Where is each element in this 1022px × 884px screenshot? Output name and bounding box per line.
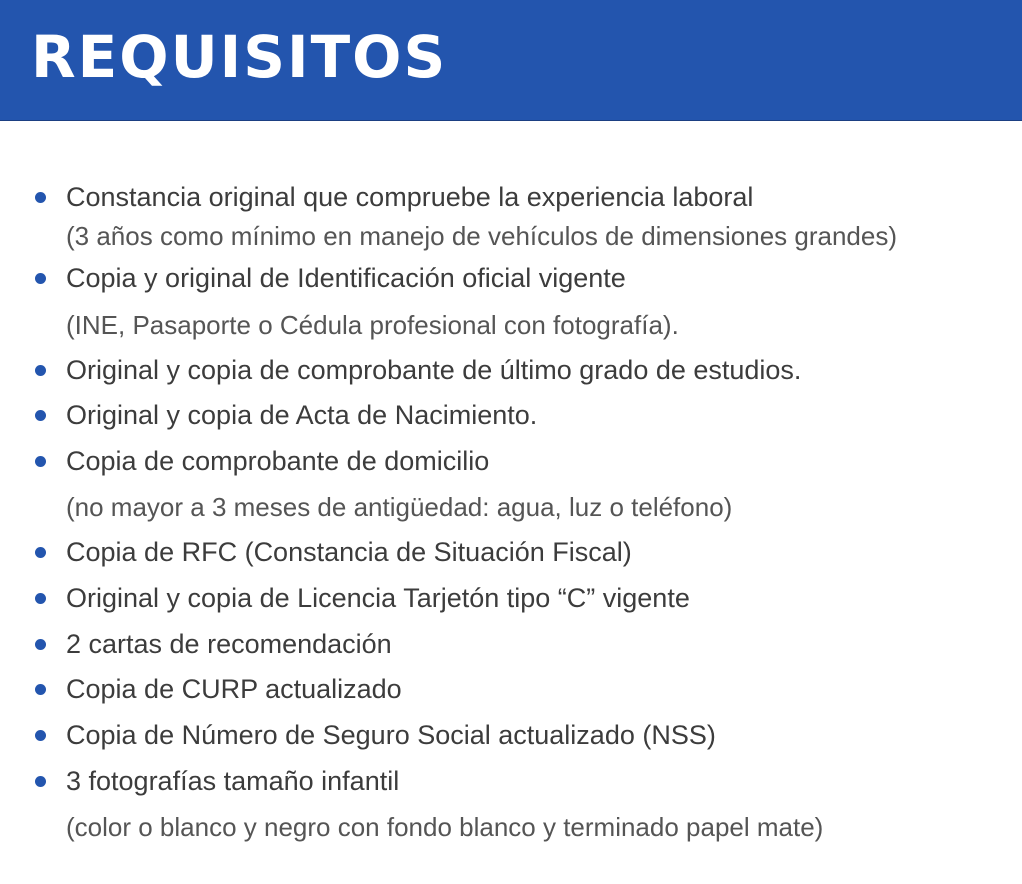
requirement-text: Original y copia de Acta de Nacimiento. bbox=[66, 400, 538, 430]
bullet-icon bbox=[35, 730, 46, 741]
requirement-text: Constancia original que compruebe la experiencia laboral bbox=[66, 182, 754, 212]
bullet-icon bbox=[35, 684, 46, 695]
requirement-note: (3 años como mínimo en manejo de vehículos de dimensiones grandes) bbox=[66, 221, 898, 251]
requirement-text: Copia de RFC (Constancia de Situación Fiscal) bbox=[66, 537, 632, 567]
requirement-note: (color o blanco y negro con fondo blanco y terminado papel mate) bbox=[66, 812, 824, 842]
bullet-icon bbox=[35, 593, 46, 604]
bullet-icon bbox=[35, 365, 46, 376]
bullet-icon bbox=[35, 456, 46, 467]
requirement-text: Original y copia de Licencia Tarjetón tipo “C” vigente bbox=[66, 583, 690, 613]
bullet-icon bbox=[35, 273, 46, 284]
bullet-icon bbox=[35, 410, 46, 421]
requirement-text: Copia de CURP actualizado bbox=[66, 674, 402, 704]
requirement-note: (no mayor a 3 meses de antigüedad: agua, luz o teléfono) bbox=[66, 492, 733, 522]
bullet-icon bbox=[35, 776, 46, 787]
page-title: REQUISITOS bbox=[31, 23, 448, 91]
requirement-note: (INE, Pasaporte o Cédula profesional con fotografía). bbox=[66, 310, 679, 340]
requirement-text: Copia de comprobante de domicilio bbox=[66, 446, 490, 476]
bullet-icon bbox=[35, 547, 46, 558]
bullet-icon bbox=[35, 192, 46, 203]
bullet-icon bbox=[35, 639, 46, 650]
requirement-text: 3 fotografías tamaño infantil bbox=[66, 766, 400, 796]
requirement-text: 2 cartas de recomendación bbox=[66, 629, 392, 659]
requirement-text: Copia y original de Identificación oficial vigente bbox=[66, 263, 626, 293]
requirement-text: Original y copia de comprobante de último grado de estudios. bbox=[66, 355, 802, 385]
requirement-text: Copia de Número de Seguro Social actualizado (NSS) bbox=[66, 720, 716, 750]
